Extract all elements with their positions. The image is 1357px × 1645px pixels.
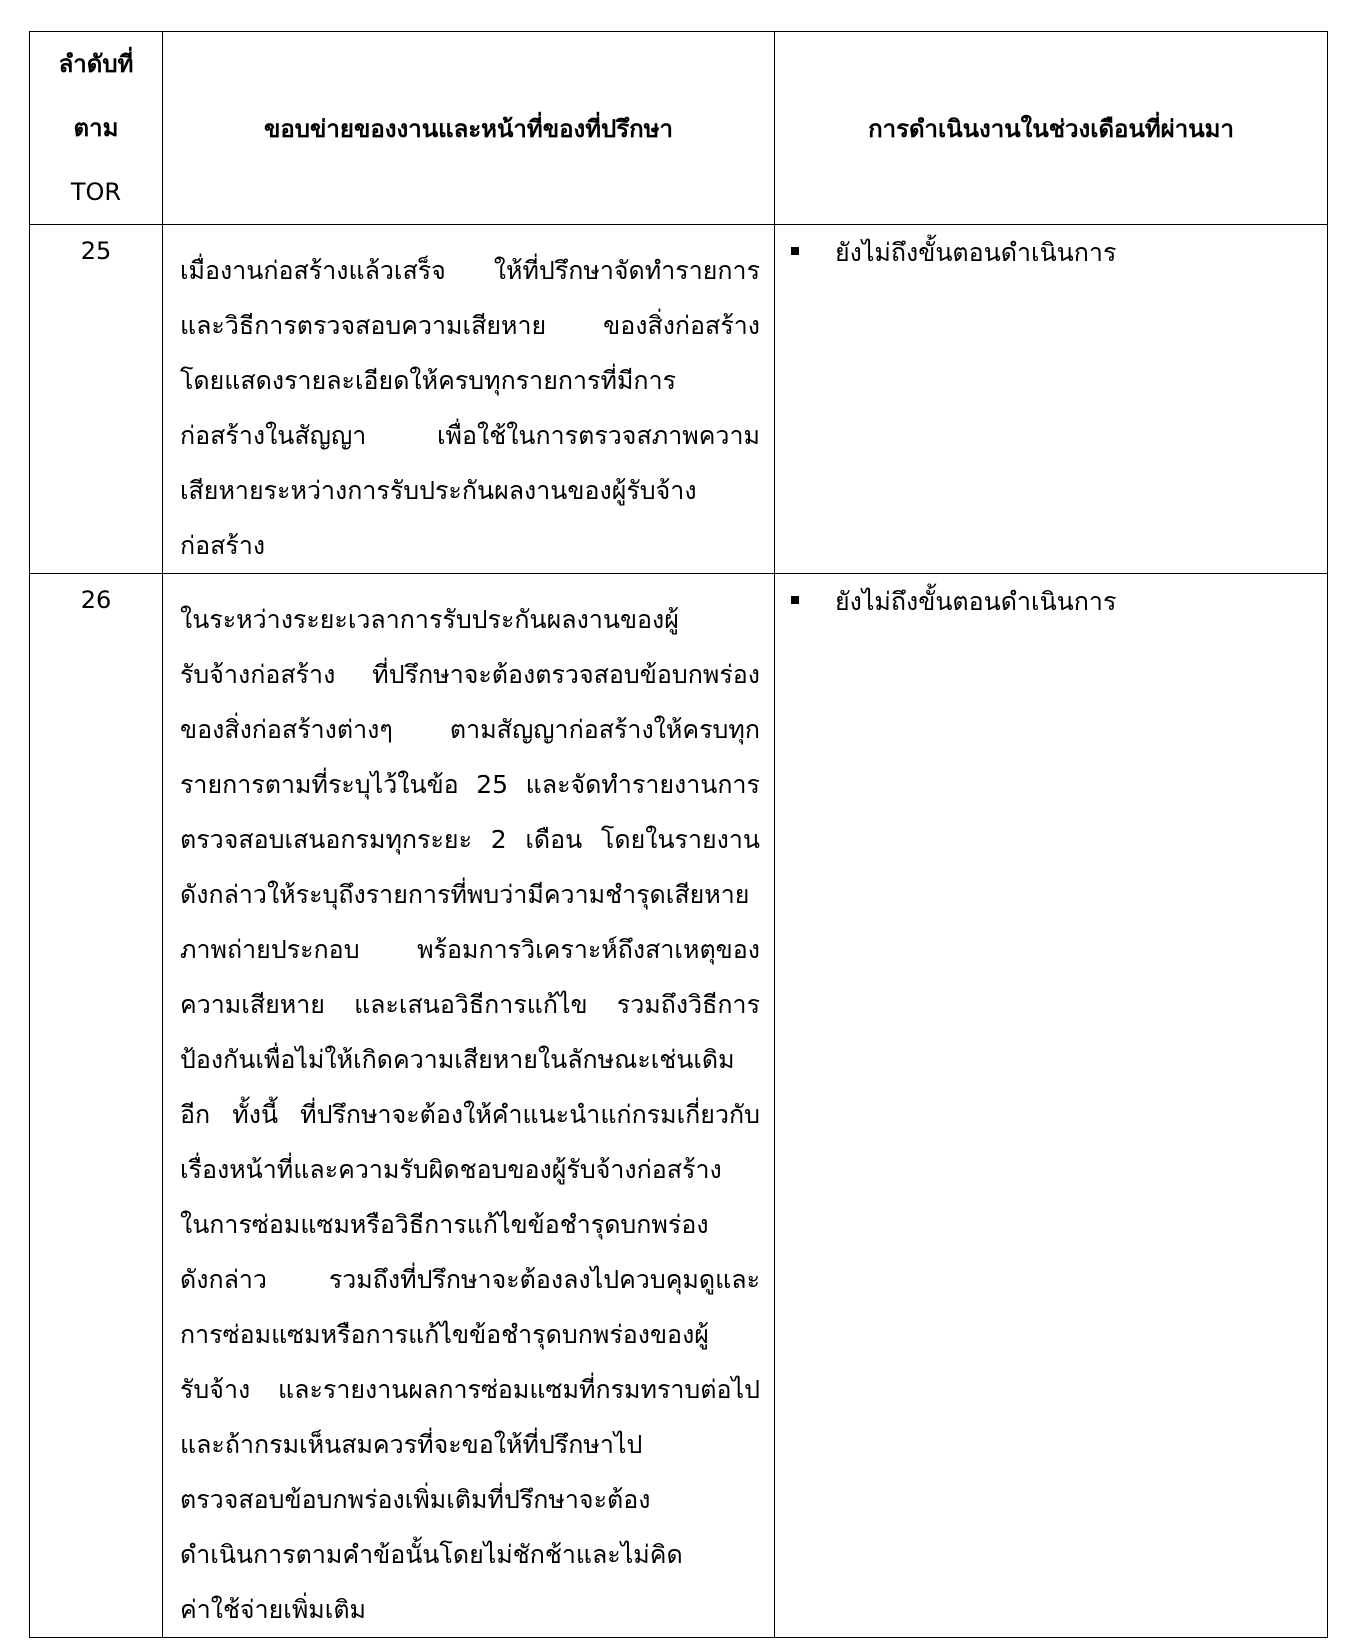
description-line: และถ้ากรมเห็นสมควรที่จะขอให้ที่ปรึกษาไป [180,1430,643,1459]
description-line: เมื่องานก่อสร้างแล้วเสร็จ ให้ที่ปรึกษาจัดทำรายการ [180,256,760,285]
header-progress: การดำเนินงานในช่วงเดือนที่ผ่านมา [775,32,1328,225]
description-line: ของสิ่งก่อสร้างต่างๆ ตามสัญญาก่อสร้างให้ครบทุก [180,715,760,744]
description-line: รับจ้าง และรายงานผลการซ่อมแซมที่กรมทราบต่อไป [180,1375,760,1404]
description-line: ดำเนินการตามคำข้อนั้นโดยไม่ชักช้าและไม่คิด [180,1540,683,1569]
table-row [30,574,1328,1638]
header-tor-number-line-2: ตาม [73,114,119,142]
row-description [163,225,775,574]
description-line: ในการซ่อมแซมหรือวิธีการแก้ไขข้อชำรุดบกพร่อง [180,1210,709,1239]
status-item [791,586,1327,618]
tor-progress-table [29,31,1328,1638]
description-line: ตรวจสอบเสนอกรมทุกระยะ 2 เดือน โดยในรายงาน [180,825,760,854]
description-line: รายการตามที่ระบุไว้ในข้อ 25 และจัดทำรายงานการ [180,770,760,799]
description-line: ในระหว่างระยะเวลาการรับประกันผลงานของผู้ [180,605,679,634]
description-line: เรื่องหน้าที่และความรับผิดชอบของผู้รับจ้างก่อสร้าง [180,1155,722,1184]
description-line: ดังกล่าวให้ระบุถึงรายการที่พบว่ามีความชำรุดเสียหาย [180,880,750,909]
status-text: ยังไม่ถึงขั้นตอนดำเนินการ [835,238,1117,267]
row-status [775,225,1328,574]
row-number: 25 [30,225,163,574]
table-header-row [30,32,1328,225]
description-line: ค่าใช้จ่ายเพิ่มเติม [180,1595,367,1624]
description-line: ดังกล่าว รวมถึงที่ปรึกษาจะต้องลงไปควบคุมดูและ [180,1265,760,1294]
square-bullet-icon [791,247,799,255]
table-row [30,225,1328,574]
square-bullet-icon [791,596,799,604]
description-line: ตรวจสอบข้อบกพร่องเพิ่มเติมที่ปรึกษาจะต้อง [180,1485,651,1514]
header-tor-number-line-1: ลำดับที่ [58,50,134,78]
row-description [163,574,775,1638]
description-line: เสียหายระหว่างการรับประกันผลงานของผู้รับจ้าง [180,476,697,505]
header-tor-number-line-3: TOR [70,178,122,206]
status-text: ยังไม่ถึงขั้นตอนดำเนินการ [835,587,1117,616]
row-number: 26 [30,574,163,1638]
description-line: การซ่อมแซมหรือการแก้ไขข้อชำรุดบกพร่องของผู้ [180,1320,709,1349]
description-line: รับจ้างก่อสร้าง ที่ปรึกษาจะต้องตรวจสอบข้อบกพร่อง [180,660,760,689]
description-line: ก่อสร้าง [180,531,266,560]
header-tor-number [30,32,163,225]
description-line: และวิธีการตรวจสอบความเสียหาย ของสิ่งก่อสร้าง [180,311,760,340]
description-line: ก่อสร้างในสัญญา เพื่อใช้ในการตรวจสภาพความ [180,421,760,450]
description-line: ภาพถ่ายประกอบ พร้อมการวิเคราะห์ถึงสาเหตุของ [180,935,760,964]
description-line: โดยแสดงรายละเอียดให้ครบทุกรายการที่มีการ [180,366,677,395]
description-line: ป้องกันเพื่อไม่ให้เกิดความเสียหายในลักษณะเช่นเดิม [180,1045,735,1074]
status-item [791,237,1327,269]
header-scope-of-work: ขอบข่ายของงานและหน้าที่ของที่ปรึกษา [163,32,775,225]
description-line: ความเสียหาย และเสนอวิธีการแก้ไข รวมถึงวิธีการ [180,990,760,1019]
row-status [775,574,1328,1638]
description-line: อีก ทั้งนี้ ที่ปรึกษาจะต้องให้คำแนะนำแก่กรมเกี่ยวกับ [180,1100,760,1129]
